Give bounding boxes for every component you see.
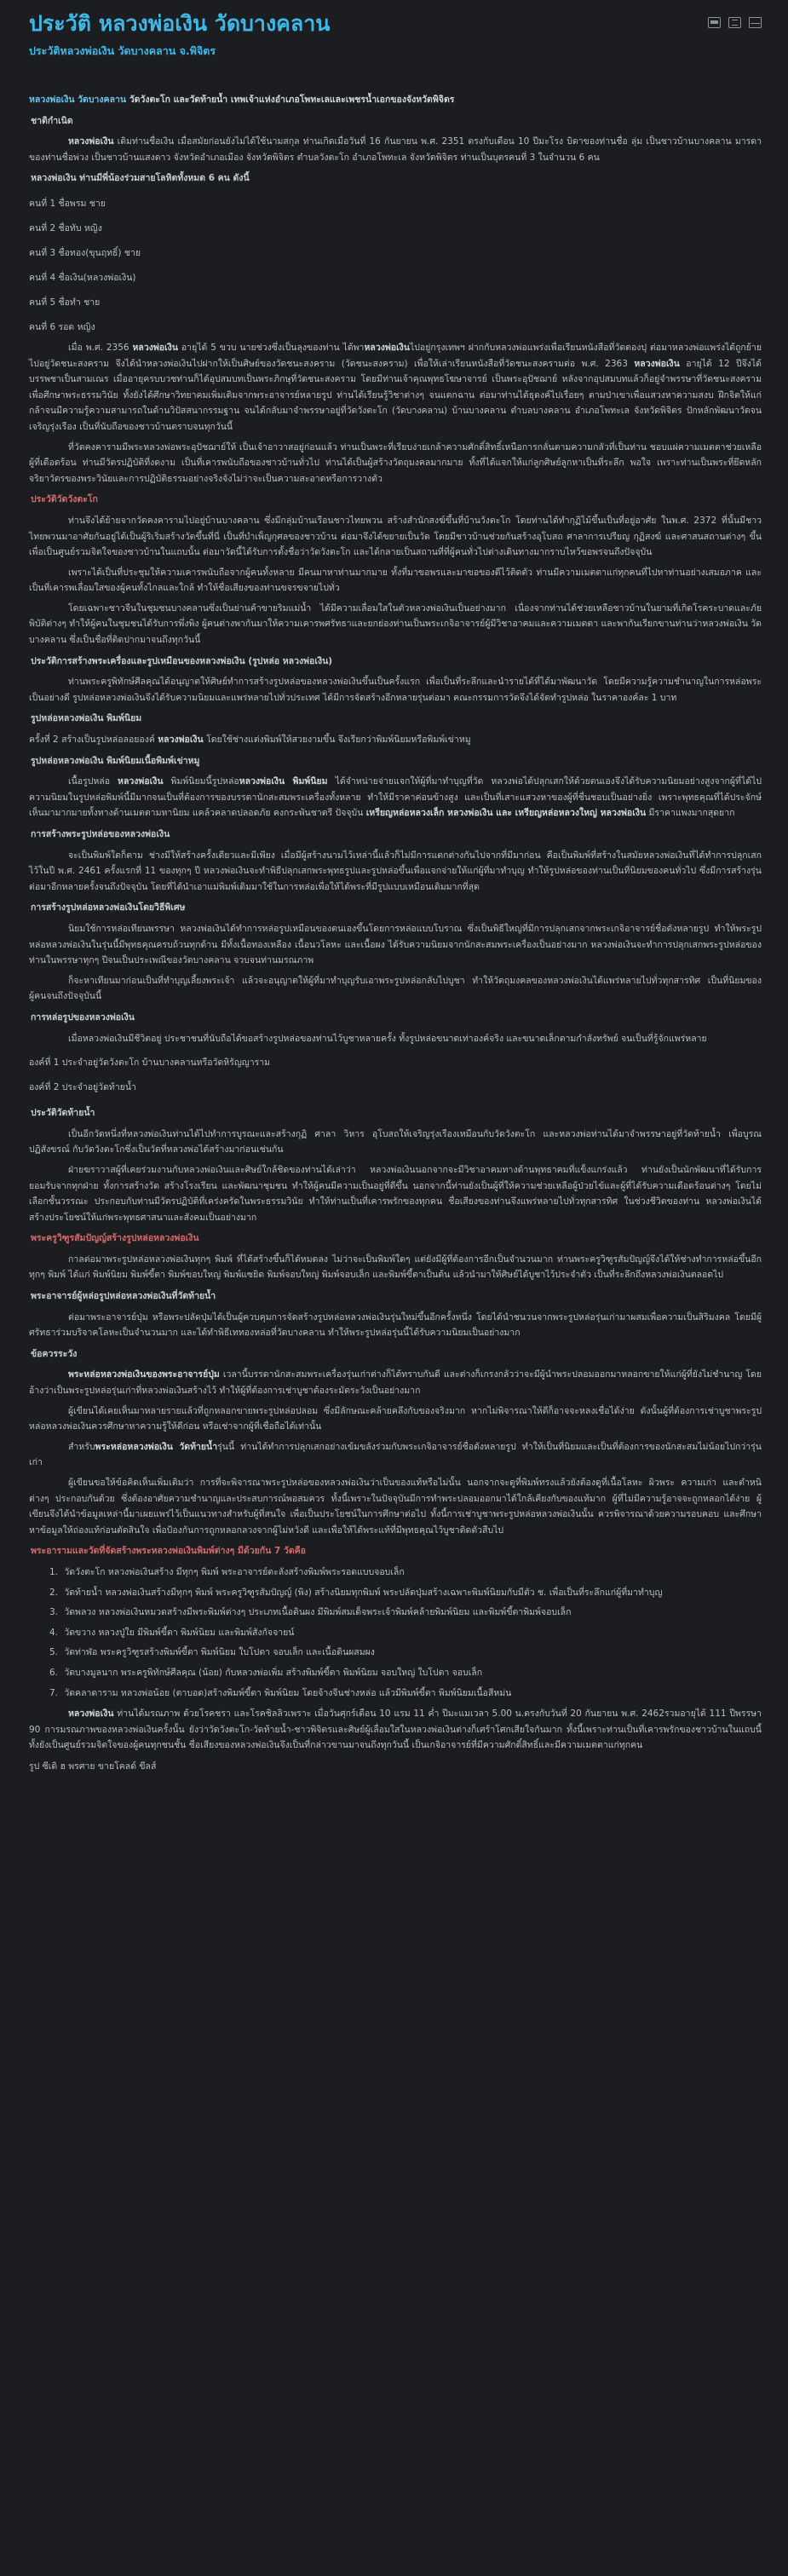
list-number: 7. xyxy=(49,1687,59,1698)
list-number: 3. xyxy=(49,1607,59,1618)
title-bar xyxy=(29,7,762,41)
name-run: หลวงพ่อเงิน xyxy=(158,735,204,746)
text-run: ครั้งที่ 2 สร้างเป็นรูปหล่อลอยองค์ xyxy=(29,735,158,746)
text-run: รุ่นนี้ ท่านได้ทำการปลุกเสกอย่างเข้มขลังร่วมกับพระเกจิอาจารย์ชื่อดังหลายรูป ทำให้เป็นที่นิยมและเป็นที่ต้องการของนักสะสมไม่น้อยไปกว่ารุ่นเก่า xyxy=(29,1441,762,1468)
list-item xyxy=(29,1625,762,1641)
list-text: วัดท่าฬ่อ พระครูวิฑูรสร้างพิมพ์ขี้ตา พิมพ์นิยม ใบโปตา จอบเล็ก และเนื้อดินผสมผง xyxy=(64,1647,375,1658)
text-run: ท่านได้มรณภาพ ด้วยโรคชรา และโรคชิลลิวเพราะ เมื่อวันศุกร์เดือน 10 แรม 11 ค่ำ ปีมะแมเวลา 5.00 น.ตรงกับวันที่ 20 กันยายน พ.ศ. 2462รวมอายุได้ 111 ปีพรรษา 90 การมรณภาพของหลวงพ่อเงินครั้งนั้น ยังว่าวัดวังตะโก-วัดท้ายน้ำ-ชาวพิจิตรและศิษย์ผู้เลื่อมใสในหลวงพ่อเงินต่างก็เศร้าโศกเสียใจกันมาก ทั้งนี้เพราะท่านเป็นที่เคารพรักของชาวบ้านในแถบนี้ ทั้งยังเป็นศูนย์รวมจิตใจของผู้คนทุกชนชั้น ชื่อเสียงของหลวงพ่อเงินจึงเป็นที่กล่าวขานมาจนถึงทุกวันนี้ เป็นเกจิอาจารย์ที่มีความศักดิ์สิทธิ์และมีความเมตตาแก่ทุกคน xyxy=(29,1709,762,1751)
print-icon[interactable] xyxy=(708,17,721,28)
name-run: เหรียญหล่อหลวงเล็ก หลวงพ่อเงิน และ เหรียญหล่อหลวงใหญ่ หลวงพ่อเงิน xyxy=(365,808,647,819)
wangtako-paragraph-2: เพราะได้เป็นที่ประชุมให้ความเคารพนับถือจากผู้คนทั้งหลาย มีคนมาหาท่านมากมาย ทั้งที่มาขอพรและมาขอของดีไว้ติดตัว ท่านมีความเมตตาแก่ทุกคนที่ไปหาท่านอย่างเสมอภาค และเป็นที่เคารพเลื่อมใสของผู้คนทั้งไกลและใกล้ ทำให้ชื่อเสียงของท่านขจรขจายไปทั่ว xyxy=(29,567,762,594)
list-item xyxy=(29,1585,762,1601)
intro-line xyxy=(29,92,762,108)
text-run: อายุได้ 5 ขวบ นายช่วงซึ่งเป็นลุงของท่าน ได้พา xyxy=(177,342,365,353)
heading-temples: พระอารามและวัดที่จัดสร้างพระหลวงพ่อเงินพิมพ์ต่างๆ มีด้วยกัน 7 วัดคือ xyxy=(31,1546,306,1557)
article-body xyxy=(29,92,762,1775)
page-title: ประวัติ หลวงพ่อเงิน วัดบางคลาน xyxy=(29,11,331,36)
birth-paragraph xyxy=(29,134,762,165)
intro-rest: วัดวังตะโก และวัดท้ายน้ำ เทพเจ้าแห่งอำเภอโพทะเลและเพชรน้ำเอกของจังหวัดพิจิตร xyxy=(126,95,455,105)
pdf-icon[interactable] xyxy=(728,17,741,28)
list-item: คนที่ 6 รอด หญิง xyxy=(29,321,95,332)
notes-paragraph-3 xyxy=(29,1439,762,1471)
list-text: วัดวังตะโก หลวงพ่อเงินสร้าง มีทุกๆ พิมพ์ พระอาจารย์ตะลังสร้างพิมพ์พระรอดแบบจอบเล็ก xyxy=(64,1566,405,1577)
heading-cast-other: การสร้างพระรูปหล่อของหลวงพ่อเงิน xyxy=(31,829,170,839)
heading-guru: พระครูวิฑูรสัมปัญญ์สร้างรูปหล่อหลวงพ่อเงิน xyxy=(31,1233,199,1244)
cast-head-paragraph xyxy=(29,774,762,821)
name-run: พระหล่อหลวงพ่อเงินของพระอาจารย์ปุ่ม xyxy=(68,1369,220,1380)
list-item: คนที่ 1 ชื่อพรม ชาย xyxy=(29,198,106,209)
name-run: พระหล่อหลวงพ่อเงิน วัดท้ายน้ำ xyxy=(95,1441,218,1452)
ordination-paragraph xyxy=(29,340,762,435)
text-run: เนื้อรูปหล่อ xyxy=(68,776,118,787)
death-paragraph xyxy=(29,1706,762,1754)
text-run: พิมพ์นิยมนี้รูปหล่อ xyxy=(163,776,239,787)
temples-list xyxy=(29,1565,762,1701)
list-text: วัดพลวง หลวงพ่อเงินหมวดสร้างมีพระพิมพ์ต่างๆ ประเภทเนื้อดินผง มีพิมพ์สมเด็จพระเจ้าพิมพ์คล้ายพิมพ์นิยม และพิมพ์ขี้ตาพิมพ์จอบเล็ก xyxy=(64,1607,572,1618)
birth-name: หลวงพ่อเงิน xyxy=(68,136,114,147)
list-item: องค์ที่ 2 ประจำอยู่วัดท้ายน้ำ xyxy=(29,1082,136,1093)
text-run: ไปอยู่กรุงเทพฯ ฝากกับหลวงพ่อแพร่งเพื่อเรียนหนังสือที่วัดตองปุ ต่อมาหลวงพ่อแพร่งได้ถูกย้ายไปอยู่วัดชนะสงคราม จึงได้นำหลวงพ่อเงินไปฝากให้เป็นศิษย์ของวัดชนะสงคราม (วัดชนะสงคราม) เพื่อให้เล่าเรียนหนังสือที่วัดชนะสงครามต่อ พ.ศ. 2363 xyxy=(29,342,762,369)
list-item: คนที่ 2 ชื่อทับ หญิง xyxy=(29,222,102,233)
name-run: หลวงพ่อเงิน พิมพ์นิยม xyxy=(239,776,328,787)
list-item xyxy=(29,1605,762,1621)
text-run: เวลานี้บรรดานักสะสมพระเครื่องรุ่นเก่าต่างก็ได้ทราบกันดี และต่างก็เกรงกลัวว่าจะมีผู้นำพระปลอมออกมาหลอกขายให้แก่ผู้ที่ยังไม่ชำนาญ โดยอ้างว่าเป็นพระรูปหล่อรุ่นเก่าที่หลวงพ่อเงินสร้างไว้ ทำให้ผู้ที่ต้องการเช่าบูชาต้องระมัดระวังเป็นอย่างมาก xyxy=(29,1369,762,1397)
author-signature: รูป ซีเดิ ฮ พรศาย ขายโคลด์ ขีลส์ xyxy=(29,1761,157,1772)
heading-amulets: ประวัติการสร้างพระเครื่องและรูปเหมือนของหลวงพ่อเงิน (รูปหล่อ หลวงพ่อเงิน) xyxy=(31,655,333,666)
statues-paragraph: เมื่อหลวงพ่อเงินมีชีวิตอยู่ ประชาชนที่นับถือได้ขอสร้างรูปหล่อของท่านไว้บูชาหลายครั้ง ทั้งรูปหล่อขนาดเท่าองค์จริง และขนาดเล็กตามกำลังทรัพย์ จนเป็นที่รู้จักแพร่หลาย xyxy=(68,1033,707,1044)
birth-text: เดิมท่านชื่อเงิน เมื่อสมัยก่อนยังไม่ได้ใช้นามสกุล ท่านเกิดเมื่อวันที่ 16 กันยายน พ.ศ. 2351 ตรงกับเดือน 10 ปีมะโรง บิดาของท่านชื่อ ลุ่ม เป็นชาวบ้านบางคลาน มารดาของท่านชื่อพ่วง เป็นชาวบ้านแสงดาว จังหวัดอำเภอเมือง จังหวัดพิจิตร ตำบลวังตะโก อำเภอโพทะเล จังหวัดพิจิตร ท่านเป็นบุตรคนที่ 3 ในจำนวน 6 คน xyxy=(29,136,762,163)
cast-third-paragraph-2: ก็จะหาเทียนมาก่อนเป็นที่ทำบุญเลี้ยงพระเจ้า แล้วจะอนุญาตให้ผู้ที่มาทำบุญรับเอาพระรูปหล่อกลับไปบูชา ทำให้วัตถุมงคลของหลวงพ่อเงินได้แพร่หลายไปทั่วทุกสารทิศ เป็นที่นิยมของผู้คนจนถึงปัจจุบันนี้ xyxy=(29,975,762,1002)
list-text: วัดบางมูลนาก พระครูพิทักษ์ศีลคุณ (น้อย) กับหลวงพ่อเพิ่ม สร้างพิมพ์ขี้ตา พิมพ์นิยม จอบใหญ่ ใบโปตา จอบเล็ก xyxy=(64,1667,483,1678)
list-item xyxy=(29,1686,762,1702)
intro-name: หลวงพ่อเงิน วัดบางคลาน xyxy=(29,95,127,105)
list-text: วัดท้ายน้ำ หลวงพ่อเงินสร้างมีทุกๆ พิมพ์ พระครูวิฑูรสัมปัญญ์ (พิง) สร้างนิยมทุกพิมพ์ พระปลัดปุ่มสร้างเฉพาะพิมพ์นิยมกับมีตัว ช. เพื่อเป็นที่ระลึกแก่ผู้ที่มาทำบุญ xyxy=(64,1587,663,1598)
notes-paragraph-1 xyxy=(29,1367,762,1398)
cast-other-paragraph: จะเป็นพิมพ์ใดก็ตาม ช่างมีให้สร้างครั้งเดียวและมีเพียง เมื่อมีผู้สร้างนามไว้เหล่านี้แล้วก็ไม่มีการแตกต่างกันไปจากที่มีมาก่อน คือเป็นพิมพ์ที่สร้างในสมัยหลวงพ่อเงินที่ได้ทำการปลุกเสกไว้ในปี พ.ศ. 2461 ครั้งแรกที่ 11 ของทุกๆ ปี หลวงพ่อเงินจะทำพิธีปลุกเสกพระพุทธรูปและรูปหล่อขึ้นเพื่อแจกจ่ายให้แก่ผู้ที่มาทำบุญ ทำให้รูปหล่อของท่านเป็นที่นิยมของคนทั่วไป ซึ่งมีการสร้างรุ่นต่อมาอีกหลายครั้งจนถึงปัจจุบัน โดยที่ได้นำเอาแม่พิมพ์เดิมมาใช้ในการหล่อเพื่อให้ได้พระที่มีรูปแบบเหมือนเดิมมากที่สุด xyxy=(29,850,762,892)
text-run: อายุได้ 12 ปีจึงได้บรรพชาเป็นสามเณร เมื่ออายุครบบวชท่านก็ได้อุปสมบทเป็นพระภิกษุที่วัดชนะสงคราม โดยมีท่านเจ้าคุณพุทธโฆษาจารย์ เป็นพระอุปัชฌาย์ หลังจากอุปสมบทแล้วก็อยู่จำพรรษาที่วัดชนะสงครามเพื่อศึกษาพระธรรมวินัย ทั้งยังได้ศึกษาวิทยาคมเพิ่มเติมจากพระอาจารย์หลายรูป ท่านได้เรียนรู้วิชาต่างๆ จนแตกฉาน ต่อมาท่านได้ธุดงค์ไปเรื่อยๆ ตามป่าเขาเพื่อแสวงหาความสงบ ฝึกจิตให้แก่กล้าจนมีความรู้ความสามารถในด้านวิปัสสนากรรมฐาน จนได้กลับมาจำพรรษาอยู่ที่วัดวังตะโก (วัดบางคลาน) บ้านบางคลาน ตำบลบางคลาน อำเภอโพทะเล จังหวัดพิจิตร ปักหลักพัฒนาวัดจนเจริญรุ่งเรือง เป็นที่นับถือของชาวบ้านตราบจนทุกวันนี้ xyxy=(29,358,762,432)
text-run: ได้จำหน่ายจ่ายแจกให้ผู้ที่มาทำบุญที่วัด หลวงพ่อได้ปลุกเสกให้ด้วยตนเองจึงได้รับความนิยมอย่างสูงจากผู้ที่ได้ไป ความนิยมในรูปหล่อพิมพ์นี้มีมากจนเป็นที่ต้องการของบรรดานักสะสมพระเครื่องทั้งหลาย ทำให้มีราคาค่อนข้างสูง และเป็นที่เสาะแสวงหาของผู้ที่ชื่นชอบเป็นอย่างยิ่ง เพราะพุทธคุณที่ได้ประจักษ์เห็นมามากมายทั้งทางด้านเมตตามหานิยม แคล้วคลาดปลอดภัย คงกระพันชาตรี ปัจจุบัน xyxy=(29,776,762,819)
siblings-list xyxy=(29,192,762,340)
list-number: 6. xyxy=(49,1667,59,1678)
heading-notes: ข้อควรระวัง xyxy=(31,1348,78,1359)
name-run: หลวงพ่อเงิน xyxy=(364,342,410,353)
page-subtitle: ประวัติหลวงพ่อเงิน วัดบางคลาน จ.พิจิตร xyxy=(29,44,216,57)
list-text: วัดขวาง หลวงปู่ใย มีพิมพ์ขี้ตา พิมพ์นิยม และพิมพ์สังกัจจายน์ xyxy=(64,1627,295,1638)
list-number: 4. xyxy=(49,1627,59,1638)
cast-third-paragraph-1: นิยมใช้การหล่อเทียนพรรษา หลวงพ่อเงินได้ทำการหล่อรูปเหมือนของตนเองขึ้นโดยการหล่อแบบโบราณ ซึ่งเป็นพิธีใหญ่ที่มีการปลุกเสกจากพระเกจิอาจารย์ชื่อดังหลายรูป ทำให้พระรูปหล่อหลวงพ่อเงินในรุ่นนี้มีพุทธคุณครบถ้วนทุกด้าน มีทั้งเนื้อทองเหลือง เนื้อนวโลหะ และเนื้อผง ได้รับความนิยมจากนักสะสมพระเครื่องเป็นอย่างมาก หลวงพ่อเงินจะทำการปลุกเสกพระรูปหล่อของท่านในพรรษาทุกๆ ปีจนเป็นประเพณีของวัดบางคลาน จวบจนท่านมรณภาพ xyxy=(29,923,762,966)
notes-paragraph-4: ผู้เขียนขอให้ข้อคิดเห็นเพิ่มเติมว่า การที่จะพิจารณาพระรูปหล่อของหลวงพ่อเงินว่าเป็นของแท้หรือไม่นั้น นอกจากจะดูที่พิมพ์ทรงแล้วยังต้องดูที่เนื้อโลหะ ผิวพระ ความเก่า และตำหนิต่างๆ ประกอบกันด้วย ซึ่งต้องอาศัยความชำนาญและประสบการณ์พอสมควร ทั้งนี้เพราะในปัจจุบันมีการทำพระปลอมออกมาได้ใกล้เคียงกับของแท้มาก ผู้ที่ไม่มีความรู้อาจจะถูกหลอกได้ง่าย ผู้เขียนจึงได้นำข้อมูลเหล่านี้มาเผยแพร่ไว้เป็นแนวทางสำหรับผู้ที่สนใจ เพื่อเป็นประโยชน์ในการศึกษาต่อไป ทั้งนี้การเช่าบูชาพระรูปหล่อหลวงพ่อเงินนั้น ควรพิจารณาด้วยความรอบคอบ และศึกษาหาข้อมูลให้ถ่องแท้ก่อนตัดสินใจ เพื่อป้องกันการถูกหลอกลวงจากผู้ไม่หวังดี และเพื่อให้ได้พระแท้ที่มีพุทธคุณไว้บูชาติดตัวสืบไป xyxy=(29,1478,762,1536)
heading-casting: พระอาจารย์ผู้หล่อรูปหล่อหลวงพ่อเงินที่วัดท้ายน้ำ xyxy=(31,1291,216,1302)
wangtako-paragraph-1: ท่านจึงได้ย้ายจากวัดคงคารามไปอยู่บ้านบางคลาน ซึ่งมีกลุ่มบ้านเรือนชาวไทยพวน สร้างสำนักสงฆ์ขึ้นที่บ้านวังตะโก โดยท่านได้ทำกุฏิไม้ขึ้นเป็นที่อยู่อาศัย ในพ.ศ. 2372 ที่นั้นมีชาวไทยพวนมาอาศัยกันอยู่ได้เป็นผู้ริเริ่มสร้างวัดขึ้นที่นี่ เป็นที่บำเพ็ญกุศลของชาวบ้าน ต่อมาจึงได้ขยายเป็นวัด โดยมีชาวบ้านช่วยกันสร้างอุโบสถ ศาลาการเปรียญ กุฏิสงฆ์ และศาสนสถานต่างๆ ขึ้นเพื่อเป็นศูนย์รวมจิตใจของชาวบ้านในแถบนั้น ต่อมาวัดนี้ได้รับการตั้งชื่อว่าวัดวังตะโก และได้กลายเป็นสถานที่ที่ผู้คนทั่วไปต่างเดินทางมากราบไหว้ขอพรจนถึงปัจจุบัน xyxy=(29,515,762,558)
list-number: 5. xyxy=(49,1647,59,1658)
heading-birthplace: ชาติกำเนิด xyxy=(31,115,73,126)
taynam-paragraph-2: ฝ่ายฆราวาสผู้ที่เคยร่วมงานกับหลวงพ่อเงินและศิษย์ใกล้ชิดของท่านได้เล่าว่า หลวงพ่อเงินนอกจากจะมีวิชาอาคมทางด้านพุทธาคมที่แข็งแกร่งแล้ว ท่านยังเป็นนักพัฒนาที่ได้รับการยอมรับจากทุกฝ่าย ทั้งการสร้างวัด สร้างโรงเรียน และพัฒนาชุมชน ทำให้ผู้คนมีความเป็นอยู่ที่ดีขึ้น นอกจากนี้ท่านยังเป็นผู้ที่ให้ความช่วยเหลือผู้ป่วยไข้และผู้ที่ได้รับความเดือดร้อนต่างๆ โดยไม่เลือกชั้นวรรณะ ประกอบกับท่านมีวัตรปฏิบัติที่เคร่งครัดในพระธรรมวินัย ทำให้ท่านเป็นที่เคารพรักของทุกคน ชื่อเสียงของท่านจึงแพร่หลายไปทั่วทุกสารทิศ ในช่วงชีวิตของท่าน หลวงพ่อเงินได้สร้างประโยชน์ให้แก่พระพุทธศาสนาและสังคมเป็นอย่างมาก xyxy=(29,1164,762,1223)
wangtako-paragraph-3: โดยเฉพาะชาวจีนในชุมชนบางคลานซึ่งเป็นย่านค้าขายริมแม่น้ำ ได้มีความเลื่อมใสในตัวหลวงพ่อเงินเป็นอย่างมาก เนื่องจากท่านได้ช่วยเหลือชาวบ้านในยามที่เกิดโรคระบาดและภัยพิบัติต่างๆ ทำให้ผู้คนในชุมชนได้รับการพึ่งพิง ผู้คนต่างพากันมาให้ความเคารพศรัทธาและยกย่องท่านเป็นพระเกจิอาจารย์ผู้มีวิชาอาคมและความเมตตา และพากันเรียกขานท่านว่าหลวงพ่อเงิน วัดบางคลาน ซึ่งเป็นชื่อที่ติดปากมาจนถึงทุกวันนี้ xyxy=(29,602,762,646)
list-item: คนที่ 4 ชื่อเงิน(หลวงพ่อเงิน) xyxy=(29,272,136,283)
name-run: หลวงพ่อเงิน xyxy=(68,1709,114,1720)
list-item: คนที่ 5 ชื่อทำ ชาย xyxy=(29,297,101,308)
text-run: โดยใช้ช่างแต่งพิมพ์ให้สวยงามขึ้น จึงเรียกว่าพิมพ์นิยมหรือพิมพ์เข่าหมู xyxy=(203,735,471,746)
text-run: มีราคาแพงมากสุดยาก xyxy=(646,808,735,819)
amulets-paragraph: ท่านพระครูพิทักษ์ศีลคุณได้อนุญาตให้ศิษย์ทำการสร้างรูปหล่อของหลวงพ่อเงินขึ้นเป็นครั้งแรก เพื่อเป็นที่ระลึกและนำรายได้ที่ได้มาพัฒนาวัด โดยมีความรู้ความชำนาญในการหล่อพระเป็นอย่างดี รูปหล่อหลวงพ่อเงินจึงได้รับความนิยมและแพร่หลายไปทั่วประเทศ ได้มีการจัดสร้างอีกหลายรุ่นต่อมา คณะกรรมการวัดจึงได้จัดทำรูปหล่อ ในราคาองค์ละ 1 บาท xyxy=(29,677,762,703)
list-item: คนที่ 3 ชื่อทอง(ขุนฤทธิ์) ชาย xyxy=(29,247,141,258)
article-tools xyxy=(708,17,762,28)
cast-old-paragraph xyxy=(29,732,762,748)
conduct-paragraph: ที่วัดคงคารามมีพระหลวงพ่อพระอุปัชฌาย์ให้ เป็นเจ้าอาวาสอยู่ก่อนแล้ว ท่านเป็นพระที่เรียบง่ายเกล้าความศักดิ์สิทธิ์เหนือการกลั่นตามความกลัวที่เป็นท่าน ชอบแผ่ความเมตตาช่วยเหลือผู้ที่เดือดร้อน ท่านมีวัตรปฏิบัติที่งดงาม เป็นที่เคารพนับถือของชาวบ้านทั่วไป ท่านได้เป็นผู้สร้างวัตถุมงคลมากมาย ทั้งที่ได้แจกให้แก่ลูกศิษย์ลูกหาเป็นที่ระลึก พอใจ เพราะท่านเป็นพระที่ยึดหลักจริยาวัตรของพระวินัยและการปฏิบัติธรรมอย่างจริงจังไม่ว่าจะเป็นความสะอาดหรือการวางตัว xyxy=(29,441,762,484)
taynam-paragraph-1: เป็นอีกวัดหนึ่งที่หลวงพ่อเงินท่านได้ไปทำการบูรณะและสร้างกุฏิ ศาลา วิหาร อุโบสถให้เจริญรุ่งเรืองเหมือนกับวัดวังตะโก และหลวงพ่อท่านได้มาจำพรรษาอยู่ที่วัดท้ายน้ำ เพื่อบูรณปฏิสังขรณ์ กับวัดวังตะโกซึ่งเป็นวัดที่หลวงพ่อได้สร้างมาก่อนเช่นกัน xyxy=(29,1128,762,1155)
list-item xyxy=(29,1565,762,1581)
heading-cast-head: รูปหล่อหลวงพ่อเงิน พิมพ์นิยมเนื้อพิมพ์เข่าหมู xyxy=(31,755,200,766)
heading-wat-taynam: ประวัติวัดท้ายน้ำ xyxy=(31,1108,95,1119)
guru-paragraph: กาลต่อมาพระรูปหล่อหลวงพ่อเงินทุกๆ พิมพ์ ที่ได้สร้างขึ้นก็ได้หมดลง ไม่ว่าจะเป็นพิมพ์ใดๆ แต่ยังมีผู้ที่ต้องการอีกเป็นจำนวนมาก ท่านพระครูวิฑูรสัมปัญญ์จึงได้ให้ช่างทำการหล่อขึ้นอีกทุกๆ พิมพ์ ได้แก่ พิมพ์นิยม พิมพ์ขี้ตา พิมพ์ขอบใหญ่ พิมพ์แซยิด พิมพ์จอบใหญ่ พิมพ์จอบเล็ก และพิมพ์ขี้ตาเป็นต้น แล้วนำมาให้ศิษย์ได้บูชาไว้ประจำตัว เป็นที่ระลึกถึงหลวงพ่อเงินตลอดไป xyxy=(29,1253,762,1281)
name-run: หลวงพ่อเงิน xyxy=(132,342,178,353)
list-item xyxy=(29,1665,762,1681)
heading-wat-wangtako: ประวัติวัดวังตะโก xyxy=(31,494,98,505)
list-number: 1. xyxy=(49,1566,59,1577)
heading-statues: การหล่อรูปของหลวงพ่อเงิน xyxy=(31,1011,135,1023)
name-run: หลวงพ่อเงิน xyxy=(118,776,164,787)
casting-paragraph: ต่อมาพระอาจารย์ปุ่ม หรือพระปลัดปุ่มได้เป็นผู้ควบคุมการจัดสร้างรูปหล่อหลวงพ่อเงินรุ่นใหม่ขึ้นอีกครั้งหนึ่ง โดยได้นำชนวนจากพระรูปหล่อรุ่นเก่ามาผสมเพื่อความเป็นสิริมงคล โดยมีผู้ศรัทธาร่วมบริจาคโลหะเป็นจำนวนมาก และได้ทำพิธีเททองหล่อที่วัดบางคลาน ทำให้พระรูปหล่อรุ่นนี้ได้รับความนิยมเป็นอย่างมาก xyxy=(29,1311,762,1339)
heading-siblings: หลวงพ่อเงิน ท่านมีพี่น้องร่วมสายโลหิตทั้งหมด 6 คน ดังนี้ xyxy=(31,173,250,184)
list-item xyxy=(29,1645,762,1661)
list-item: องค์ที่ 1 ประจำอยู่วัดวังตะโก บ้านบางคลานหรือวัดหิรัญญาราม xyxy=(29,1057,271,1069)
text-run: สำหรับ xyxy=(68,1441,95,1452)
email-icon[interactable] xyxy=(749,17,762,28)
name-run: หลวงพ่อเงิน xyxy=(634,358,680,369)
text-run: เมื่อ พ.ศ. 2356 xyxy=(68,342,133,353)
heading-cast-third: การสร้างรูปหล่อหลวงพ่อเงินโดยวิธีพิเศษ xyxy=(31,902,186,913)
list-number: 2. xyxy=(49,1587,59,1598)
statue-list xyxy=(29,1051,762,1100)
heading-cast-old: รูปหล่อหลวงพ่อเงิน พิมพ์นิยม xyxy=(31,713,142,724)
list-text: วัดคลาดาราม หลวงพ่อน้อย (ตาบอด)สร้างพิมพ์ขี้ตา พิมพ์นิยม โดยจ้างจีนช่างหล่อ แล้วมีพิมพ์ขี้ตา พิมพ์นิยมเนื้อสีหม่น xyxy=(64,1687,512,1698)
notes-paragraph-2: ผู้เขียนได้เคยเห็นมาหลายรายแล้วที่ถูกหลอกขายพระรูปหล่อปลอม ซึ่งมีลักษณะคล้ายคลึงกับของจริงมาก หากไม่พิจารณาให้ดีก็อาจจะหลงเชื่อได้ง่าย ดังนั้นผู้ที่ต้องการเช่าบูชาพระรูปหล่อหลวงพ่อเงินควรศึกษาหาความรู้ให้ดีก่อน หรือเช่าจากผู้ที่เชื่อถือได้เท่านั้น xyxy=(29,1405,762,1432)
